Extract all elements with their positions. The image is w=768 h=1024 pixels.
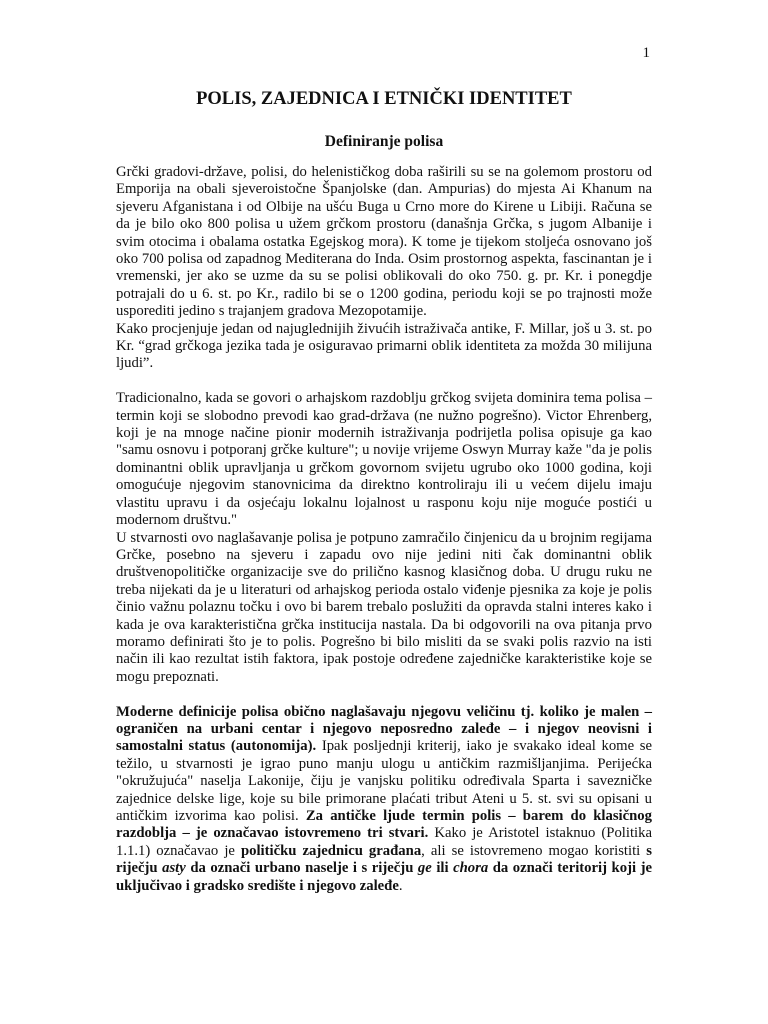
bold-phrase: s riječju	[116, 842, 652, 877]
paragraph-3: Tradicionalno, kada se govori o arhajskom razdoblju grčkog svijeta dominira tema polisa – termin koji se slobodno prevodi kao grad-država (ne nužno pogrešno). Victor Ehrenberg, koji je na mnoge načine pionir modernih istraživanja podrijetla polisa opisuje ga kao "samu osnovu i potporanj grčke kulture"; u novije vrijeme Oswyn Murray kaže "da je polis dominantni oblik upravljanja u grčkom govornom svijetu ugrubo oko 1000 godina, koji omogućuje njegovim stanovnicima da direktno kontroliraju ili u većem dijelu imaju vlastitu upravu i da osjećaju lokalnu lojalnost u rasponu koju nije moguće postići u modernom društvu."	[116, 390, 653, 529]
document-body	[116, 164, 652, 895]
bold-phrase: da označi teritorij koji je uključivao i gradsko središte i njegovo zaleđe	[116, 860, 652, 894]
paragraph-gap	[116, 373, 652, 390]
paragraph-2: Kako procjenjuje jedan od najuglednijih živućih istraživača antike, F. Millar, još u 3. st. po Kr. “grad grčkoga jezika tada je osiguravao primarni oblik identiteta za možda 30 milijuna ljudi”.	[116, 320, 652, 372]
italic-term: asty	[162, 860, 186, 877]
text-run: Kako je Aristotel istaknuo (Politika 1.1.1) označavao je	[116, 825, 652, 859]
italic-term: ge	[417, 860, 432, 877]
page-number: 1	[642, 45, 650, 61]
bold-phrase: Za antičke ljude termin polis – barem do klasičnog razdoblja – je označavao istovremeno tri stvari.	[116, 808, 652, 842]
section-title: Definiranje polisa	[324, 133, 444, 150]
bold-phrase: da označi urbano naselje i s riječju	[185, 860, 418, 877]
bold-phrase: političku zajednicu građana	[240, 842, 422, 859]
text-run: Ipak posljednji kriterij, iako je svakako ideal kome se težilo, u stvarnosti je igrao puno manju ulogu u antičkim razmišljanjima. Perijećka "okružujuća" naselja Lakonije, čiju je vanjsku politiku određivala Sparta i savezničke zajednice delske lige, koje su bile primorane plaćati tribut Ateni u 5. st. svi su opisani u antičkim izvorima kao polisi.	[116, 738, 652, 824]
document-title: POLIS, ZAJEDNICA I ETNIČKI IDENTITET	[196, 89, 572, 109]
paragraph-4: U stvarnosti ovo naglašavanje polisa je potpuno zamračilo činjenicu da u brojnim regijama Grčke, posebno na sjeveru i zapadu ovo nije jedini niti čak dominantni oblik društvenopolitičke organizacije sve do prilično kasnog klasičnog doba. U drugu ruku ne treba nijekati da je u literaturi od arhajskog perioda ostalo viđenje pjesnika za koje je polis činio važnu polaznu točku i ovo bi barem trebalo poslužiti da opravda stalni interes kako i kada je ova karakteristična grčka institucija nastala. Da bi odgovorili na ova pitanja prvo moramo definirati što je to polis. Pogrešno bi bilo misliti da se svaki polis razvio na isti način ili kao rezultat istih faktora, ipak postoje određene zajedničke karakteristike koje se mogu prepoznati.	[116, 529, 652, 685]
bold-phrase: Moderne definicije polisa obično naglašavaju njegovu veličinu tj. koliko je malen – ograničen na urbani centar i njegovo neposredno zaleđe – i njegov neovisni i samostalni status (autonomija).	[116, 703, 652, 755]
paragraph-1: Grčki gradovi-države, polisi, do helenističkog doba raširili su se na golemom prostoru od Emporija na obali sjeveroistočne Španjolske (dan. Ampurias) do mjesta Ai Khanum na sjeveru Afganistana i od Olbije na ušću Buga u Crno more do Kirene u Libiji. Računa se da je bilo oko 800 polisa u užem grčkom prostoru (današnja Grčka, s jugom Albanije i svim otocima i obalama ostatka Egejskog mora). K tome je tijekom stoljeća osnovano još oko 700 polisa od zapadnog Mediterana do Inda. Osim prostornog aspekta, fascinantan je i vremenski, jer ako se uzme da su se polisi oblikovali do oko 750. g. pr. Kr. i ponegdje potrajali do u 6. st. po Kr., radilo bi se o 1200 godina, periodu koji se po trajnosti može usporediti jedino s trajanjem gradova Mezopotamije.	[116, 164, 652, 320]
text-run: , ali se istovremeno mogao koristiti	[421, 842, 647, 859]
paragraph-gap	[116, 686, 652, 703]
bold-phrase: ili	[431, 860, 454, 877]
italic-term: chora	[453, 860, 489, 877]
paragraph-5	[116, 704, 652, 895]
text-run: .	[398, 877, 403, 894]
